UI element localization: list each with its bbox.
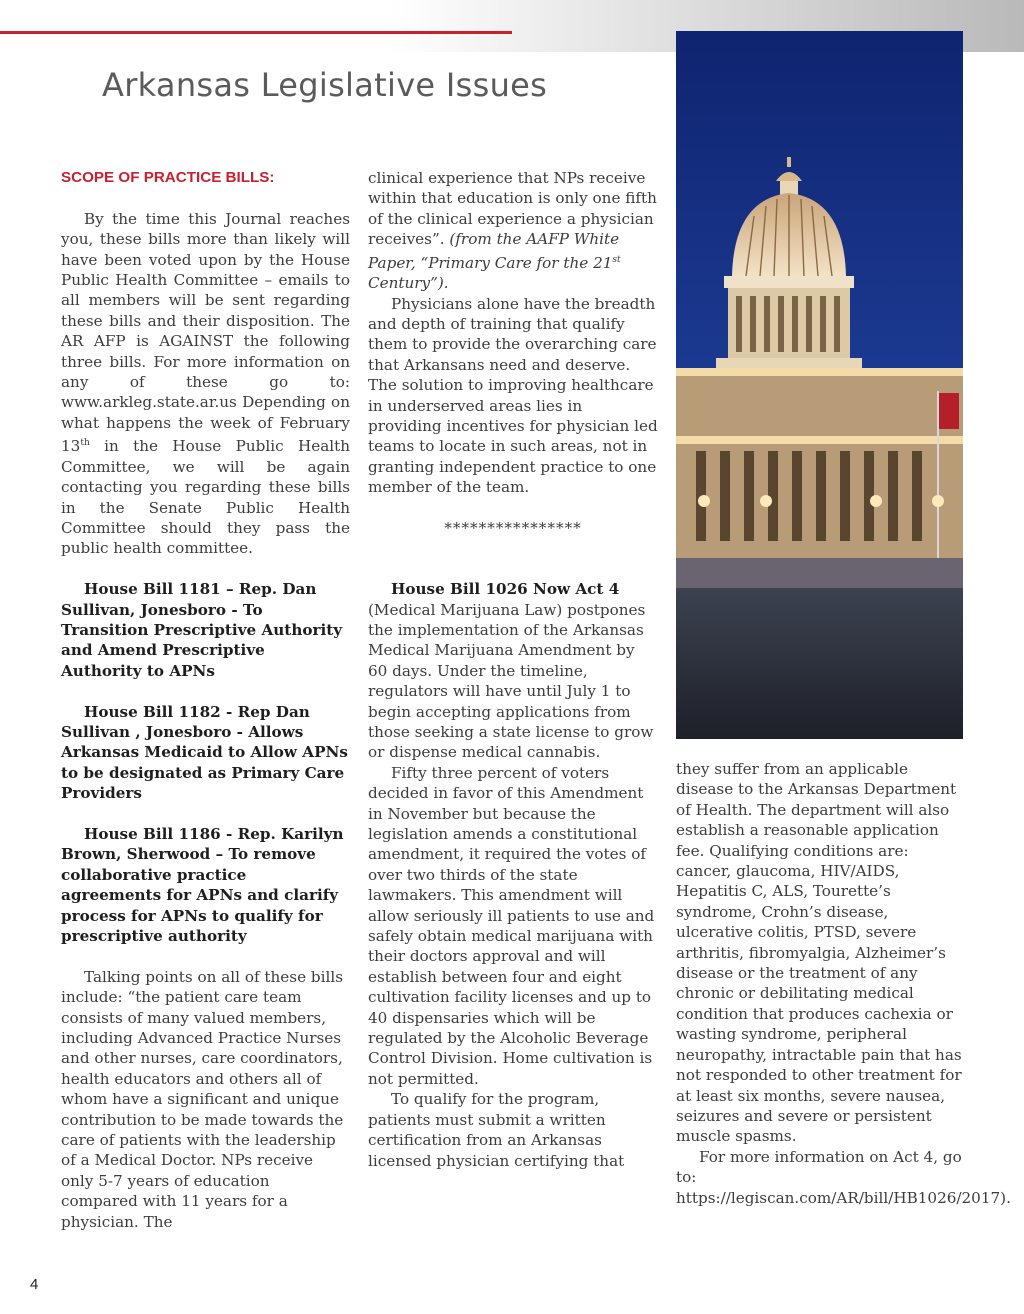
quote-superscript: st [612,254,621,265]
intro-paragraph [61,209,350,559]
bill-1026-text: (Medical Marijuana Law) postpones the implementation of the Arkansas Medical Marijuana Amendment by 60 days. Under the timeline, regulators will have until July 1 to begin accepting applications from those seeking a state license to grow or dispense medical cannabis. [368,600,654,762]
act4-paragraph [368,579,658,763]
column-right [676,759,1011,1208]
physicians-paragraph: Physicians alone have the breadth and depth of training that qualify them to provide the overarching care that Arkansans need and deserve. The solution to improving healthcare in underserved areas lies in providing incentives for physician led teams to locate in such areas, not in granting independent practice to one member of the team. [368,294,658,497]
qualify-paragraph: To qualify for the program, patients must submit a written certification from an Arkansas licensed physician certifying that [368,1090,625,1170]
bill-1182: House Bill 1182 - Rep Dan Sullivan , Jonesboro - Allows Arkansas Medicaid to Allow APNs to be designated as Primary Care Providers [61,702,348,803]
bill-1181: House Bill 1181 – Rep. Dan Sullivan, Jonesboro - To Transition Prescriptive Authority and Amend Prescriptive Authority to APNs [61,580,343,680]
capitol-photo [676,31,963,739]
talking-points-paragraph: Talking points on all of these bills include: “the patient care team consists of many valued members, including Advanced Practice Nurses and other nurses, care coordinators, health educators and others all of whom have a significant and unique contribution to be made towards the care of patients with the leadership of a Medical Doctor. NPs receive only 5-7 years of education compared with 11 years for a physician. The [61,967,344,1231]
voters-paragraph: Fifty three percent of voters decided in favor of this Amendment in November but because the legislation amends a constitutional amendment, it required the votes of over two thirds of the state lawmakers. This amendment will allow seriously ill patients to use and safely obtain medical marijuana with their doctors approval and will establish between four and eight cultivation facility licenses and up to 40 dispensaries which will be regulated by the Alcoholic Beverage Control Division. Home cultivation is not permitted. [368,763,655,1088]
page-title: Arkansas Legislative Issues [102,66,548,104]
intro-superscript: th [80,438,90,449]
header-red-rule [0,31,512,34]
section-separator: **************** [444,518,582,537]
intro-text-end: in the House Public Health Committee, we will be again contacting you regarding these bills in the Senate Public Health Committee should they pass the public health committee. [61,437,350,558]
bill-1026-title: House Bill 1026 Now Act 4 [391,580,620,599]
section-heading: SCOPE OF PRACTICE BILLS: [61,169,275,186]
quote-source: (from the AAFP White Paper, “Primary Care for the 21 [368,230,620,272]
column-middle [368,168,658,1171]
quote-text: clinical experience that NPs receive within that education is only one fifth of the clinical experience a physician receives”. [368,169,657,249]
intro-text: By the time this Journal reaches you, these bills more than likely will have been voted upon by the House Public Health Committee – emails to all members will be sent regarding these bills and their disposition. The AR AFP is AGAINST the following three bills. For more information on any of these go to: www.arkleg.state.ar.us Depending on what happens the week of February 13 [61,209,350,456]
column-left [61,168,350,1232]
page-number: 4 [30,1276,39,1293]
aafp-quote-paragraph [368,168,658,294]
bill-1186: House Bill 1186 - Rep. Karilyn Brown, Sherwood – To remove collaborative practice agreements for APNs and clarify process for APNs to qualify for prescriptive authority [61,825,344,946]
more-info-paragraph: For more information on Act 4, go to: https://legiscan.com/AR/bill/HB1026/2017). [676,1147,1011,1207]
conditions-paragraph: they suffer from an applicable disease to the Arkansas Department of Health. The department will also establish a reasonable application fee. Qualifying conditions are: cancer, glaucoma, HIV/AIDS, Hepatitis C, ALS, Tourette’s syndrome, Crohn’s disease, ulcerative colitis, PTSD, severe arthritis, fibromyalgia, Alzheimer’s disease or the treatment of any chronic or debilitating medical condition that produces cachexia or wasting syndrome, peripheral neuropathy, intractable pain that has not responded to other treatment for at least six months, severe nausea, seizures and severe or persistent muscle spasms. [676,760,962,1146]
capitol-dome-image [676,31,963,739]
quote-source-end: Century”). [368,274,449,293]
